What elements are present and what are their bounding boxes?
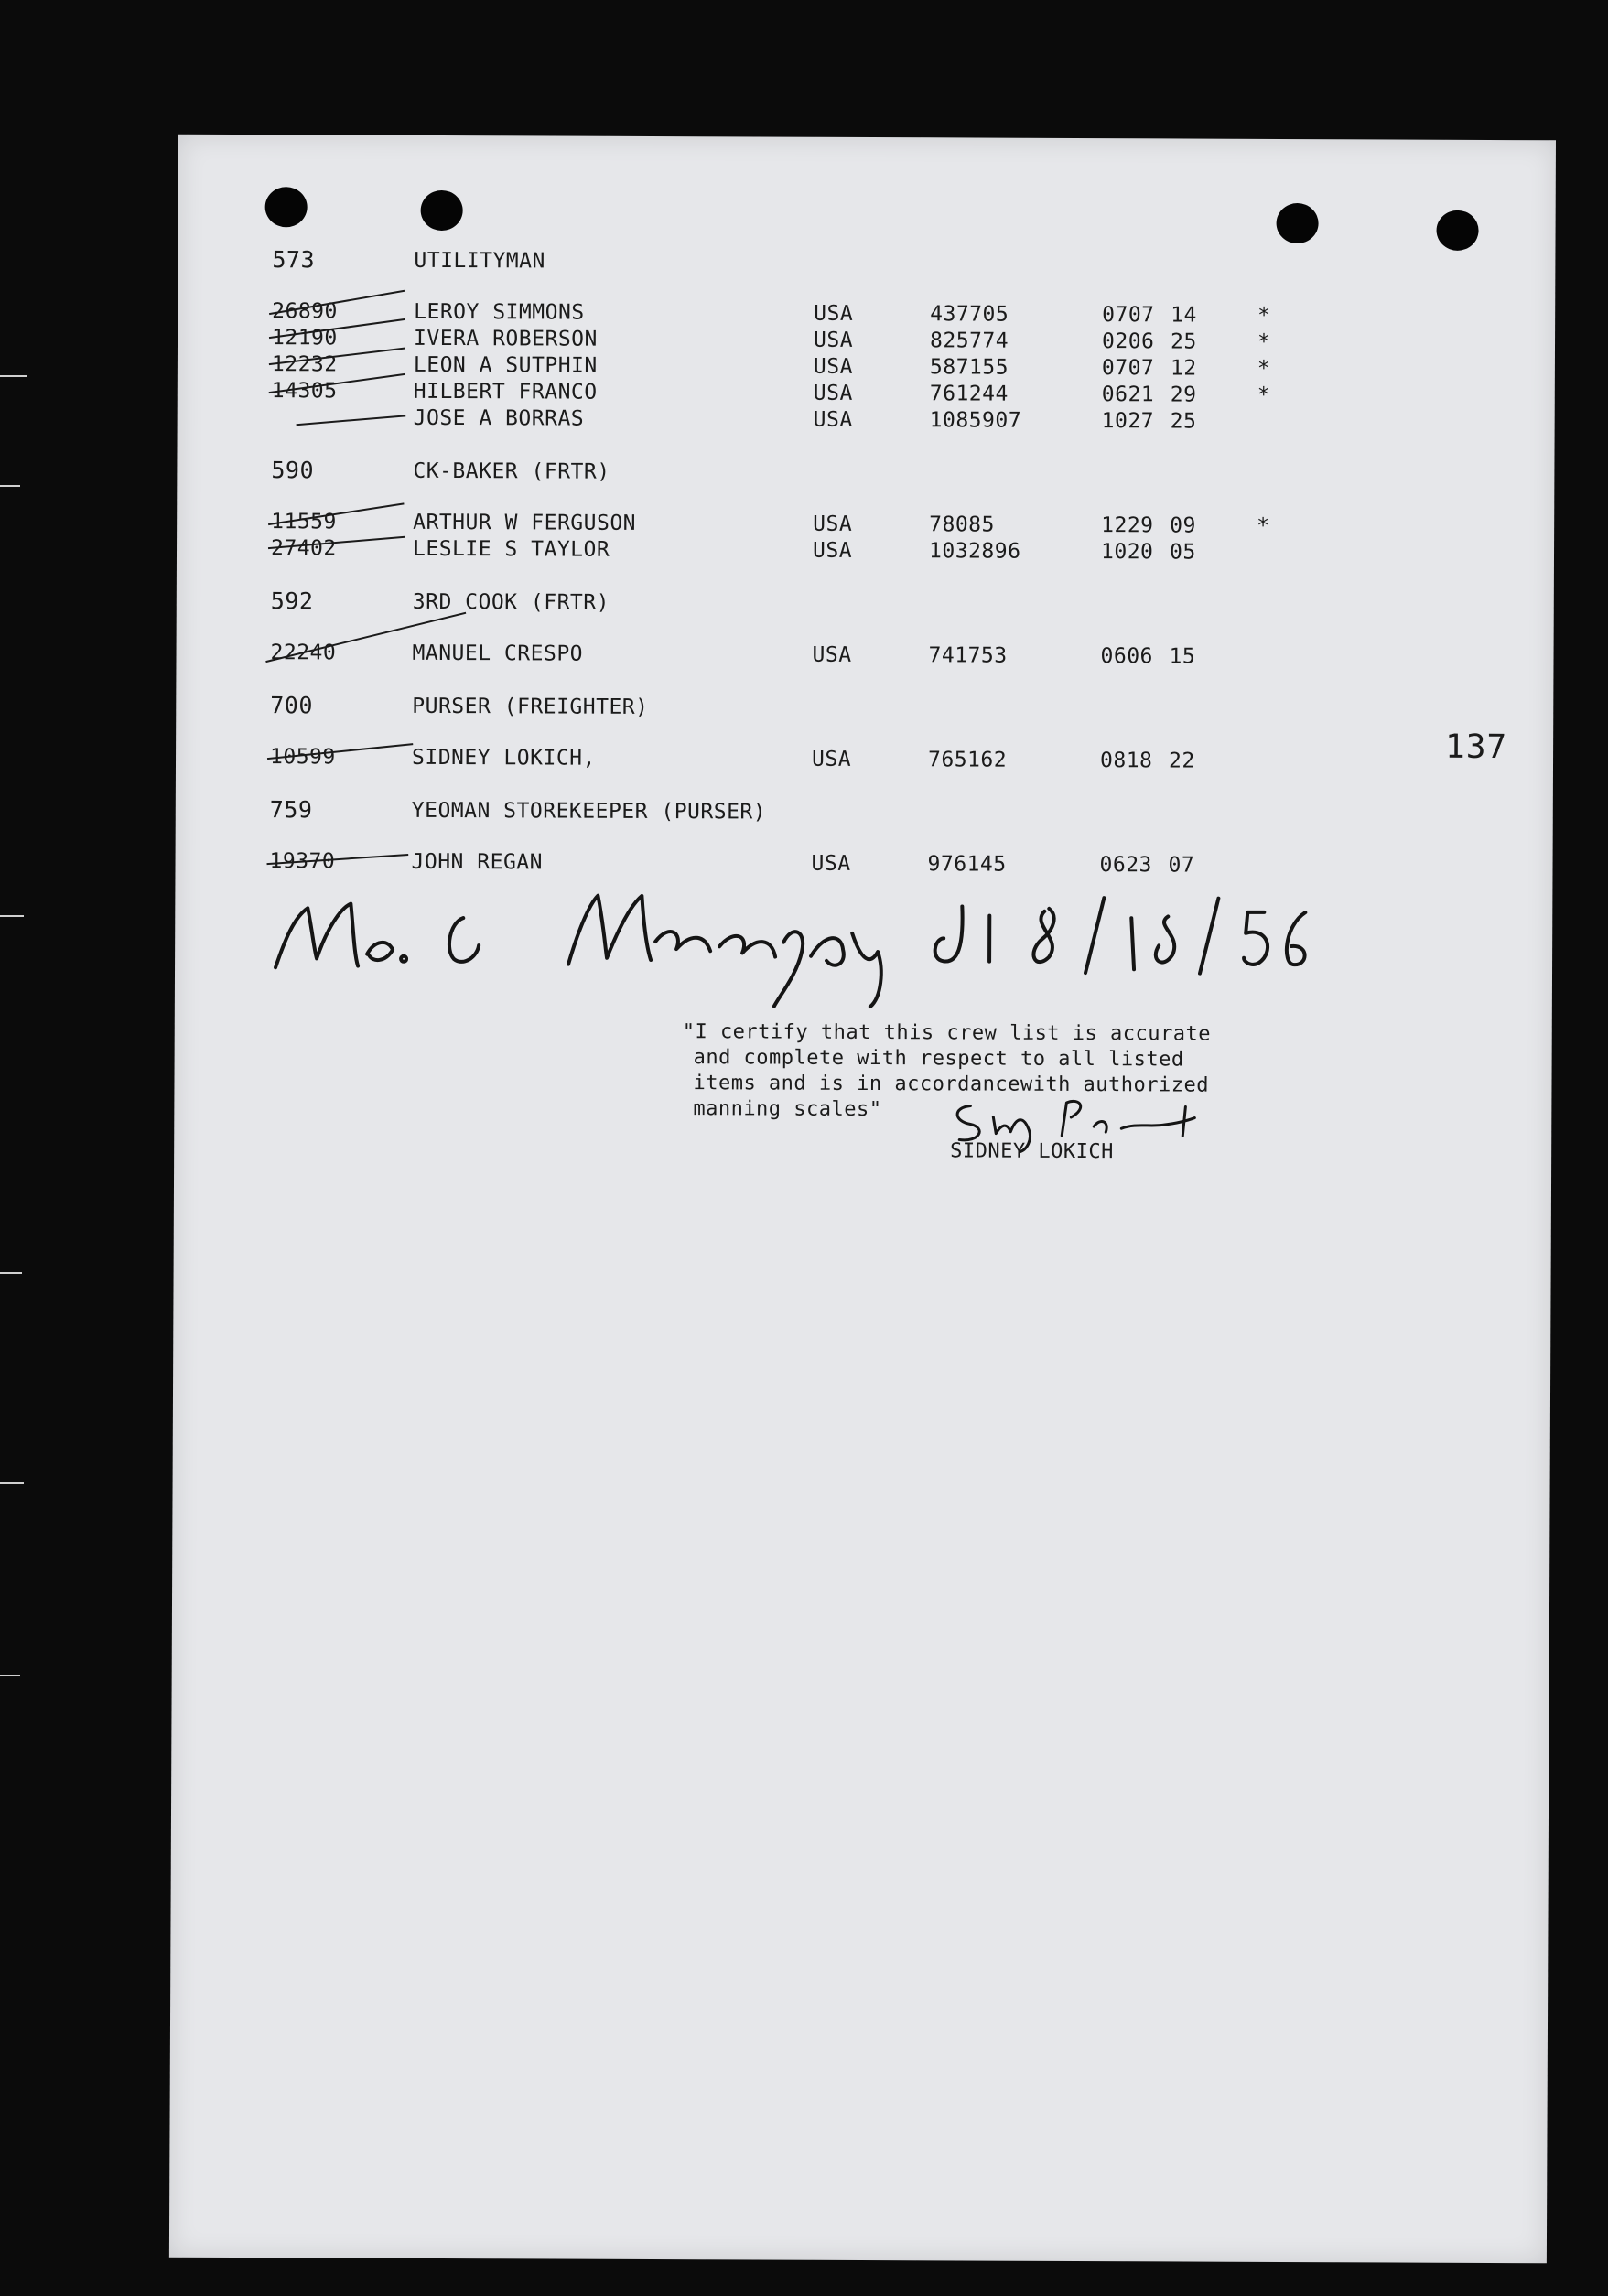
- id-strikethrough: [297, 415, 406, 426]
- crew-mark: *: [1257, 329, 1271, 354]
- crew-name: IVERA ROBERSON: [413, 326, 598, 351]
- crew-date: 0606: [1100, 644, 1153, 669]
- crew-document-number: 1085907: [929, 408, 1022, 433]
- crew-mark: *: [1257, 303, 1271, 328]
- section-title: CK-BAKER (FRTR): [413, 458, 610, 484]
- crew-id: 22240: [270, 641, 337, 665]
- crew-id: 27402: [270, 536, 337, 561]
- signer-name: SIDNEY LOKICH: [950, 1139, 1114, 1164]
- crew-mark: *: [1257, 356, 1271, 381]
- certification-line: "I certify that this crew list is accurate: [682, 1020, 1212, 1046]
- crew-id: 10599: [269, 745, 336, 770]
- crew-document-number: 976145: [927, 852, 1007, 877]
- scan-edge-mark: [0, 1272, 22, 1274]
- crew-name: LEON A SUTPHIN: [413, 352, 598, 378]
- scan-edge-mark: [0, 1675, 20, 1676]
- crew-nationality: USA: [812, 642, 852, 667]
- scan-edge-mark: [0, 1482, 24, 1484]
- section-code: 590: [271, 457, 315, 484]
- crew-name: MANUEL CRESPO: [412, 641, 584, 666]
- crew-date: 0206: [1101, 329, 1155, 354]
- crew-name: HILBERT FRANCO: [413, 379, 598, 404]
- crew-number: 15: [1169, 644, 1196, 669]
- crew-id: 11559: [271, 510, 337, 534]
- crew-number: 12: [1170, 356, 1197, 381]
- crew-date: 0707: [1101, 356, 1155, 381]
- handwritten-annotation: [266, 867, 1320, 999]
- crew-name: ARTHUR W FERGUSON: [413, 510, 637, 535]
- crew-nationality: USA: [811, 851, 851, 876]
- scan-edge-mark: [0, 485, 20, 487]
- crew-number: 25: [1170, 409, 1197, 434]
- crew-nationality: USA: [813, 407, 853, 432]
- crew-nationality: USA: [811, 747, 852, 771]
- crew-name: SIDNEY LOKICH,: [411, 745, 596, 771]
- crew-document-number: 741753: [928, 643, 1008, 668]
- certification-line: items and is in accordancewith authorized: [693, 1072, 1210, 1097]
- punch-hole: [1276, 203, 1318, 243]
- crew-number: 14: [1171, 303, 1197, 328]
- crew-number: 09: [1170, 513, 1196, 538]
- crew-document-number: 587155: [929, 355, 1009, 380]
- crew-nationality: USA: [813, 354, 854, 379]
- section-title: UTILITYMAN: [414, 248, 545, 274]
- section-code: 573: [272, 246, 316, 274]
- certification-line: manning scales": [693, 1097, 882, 1122]
- crew-date: 1229: [1101, 513, 1154, 538]
- crew-number: 07: [1168, 853, 1195, 878]
- document-page: [169, 135, 1556, 2264]
- crew-mark: *: [1257, 383, 1271, 407]
- crew-document-number: 761244: [929, 382, 1009, 406]
- crew-name: JOHN REGAN: [411, 849, 544, 875]
- crew-nationality: USA: [813, 512, 853, 536]
- crew-date: 0623: [1099, 853, 1152, 878]
- section-title: YEOMAN STOREKEEPER (PURSER): [411, 798, 767, 825]
- crew-nationality: USA: [813, 328, 854, 352]
- section-code: 592: [270, 587, 314, 615]
- crew-id: 26890: [272, 299, 338, 324]
- crew-number: 25: [1170, 329, 1197, 354]
- crew-document-number: 78085: [929, 512, 995, 537]
- crew-date: 1027: [1101, 409, 1155, 434]
- certification-line: and complete with respect to all listed: [693, 1046, 1184, 1072]
- punch-hole: [1436, 210, 1478, 251]
- crew-date: 0818: [1099, 749, 1153, 773]
- crew-document-number: 1032896: [928, 539, 1021, 564]
- crew-name: JOSE A BORRAS: [413, 405, 585, 431]
- scan-edge-mark: [0, 915, 24, 917]
- crew-date: 0621: [1101, 383, 1155, 407]
- punch-hole: [421, 190, 463, 231]
- crew-id: 12232: [271, 352, 338, 377]
- crew-nationality: USA: [813, 381, 853, 405]
- crew-date: 1020: [1100, 540, 1154, 565]
- section-title: PURSER (FREIGHTER): [412, 694, 649, 719]
- punch-hole: [265, 187, 308, 227]
- page-number: 137: [1445, 728, 1508, 767]
- crew-number: 29: [1170, 383, 1197, 407]
- crew-nationality: USA: [812, 538, 853, 563]
- crew-id: 14305: [271, 379, 338, 404]
- scan-edge-mark: [0, 375, 27, 377]
- section-title: 3RD COOK (FRTR): [412, 589, 610, 615]
- crew-nationality: USA: [814, 301, 854, 326]
- crew-mark: *: [1257, 513, 1270, 538]
- crew-document-number: 825774: [929, 329, 1009, 353]
- crew-name: LESLIE S TAYLOR: [412, 536, 610, 562]
- crew-id: 19370: [269, 849, 336, 874]
- crew-document-number: 437705: [930, 302, 1009, 327]
- section-code: 759: [269, 796, 313, 824]
- crew-date: 0707: [1102, 303, 1155, 328]
- crew-id: 12190: [271, 326, 338, 350]
- crew-document-number: 765162: [927, 748, 1008, 772]
- crew-number: 22: [1168, 749, 1195, 773]
- crew-number: 05: [1169, 540, 1196, 565]
- section-code: 700: [270, 692, 314, 719]
- crew-name: LEROY SIMMONS: [414, 299, 585, 325]
